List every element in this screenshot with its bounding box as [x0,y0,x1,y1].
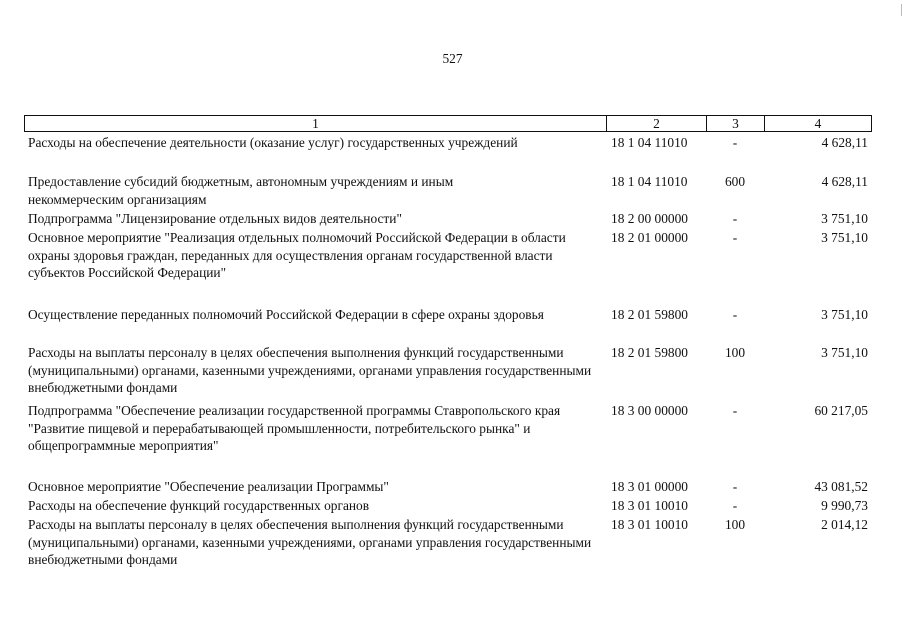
row-code: 18 2 01 59800 [611,345,688,360]
row-vr: - [732,211,738,226]
row-code: 18 3 01 10010 [611,517,688,532]
row-code: 18 2 01 00000 [611,230,688,245]
row-sum: 3 751,10 [821,230,868,245]
row-vr: - [732,403,738,418]
row-code: 18 3 00 00000 [611,403,688,418]
row-name: Расходы на обеспечение деятельности (оказание услуг) государственных учреждений [28,135,518,150]
row-sum: 43 081,52 [814,479,868,494]
row-name: Основное мероприятие "Обеспечение реализации Программы" [28,479,389,494]
column-header-3: 3 [706,115,765,132]
row-code: 18 1 04 11010 [611,174,688,189]
row-sum: 4 628,11 [821,174,868,189]
row-sum: 3 751,10 [821,211,868,226]
row-name: Расходы на выплаты персоналу в целях обеспечения выполнения функций государственными (муниципальными) органами, казенными учреждениями, органами управления государственными внебюджетными фондами [28,517,592,568]
row-vr: 600 [724,174,746,189]
row-sum: 60 217,05 [814,403,868,418]
row-vr: 100 [724,517,746,532]
row-vr: - [732,135,738,150]
row-sum: 3 751,10 [821,307,868,322]
row-code: 18 1 04 11010 [611,135,688,150]
row-vr: - [732,498,738,513]
row-name: Осуществление переданных полномочий Российской Федерации в сфере охраны здоровья [28,307,544,322]
row-vr: - [732,230,738,245]
edge-mark [901,4,902,16]
column-header-1: 1 [24,115,607,132]
column-header-4: 4 [764,115,872,132]
row-name: Предоставление субсидий бюджетным, автономным учреждениям и иным некоммерческим организациям [28,174,454,207]
row-vr: 100 [724,345,746,360]
row-name: Основное мероприятие "Реализация отдельных полномочий Российской Федерации в области охраны здоровья граждан, переданных для осуществления органам государственной власти субъектов Российской Федерации" [28,230,566,281]
page-number: 527 [442,51,463,66]
row-name: Расходы на выплаты персоналу в целях обеспечения выполнения функций государственными (муниципальными) органами, казенными учреждениями, органами управления государственными внебюджетными фондами [28,345,592,396]
row-code: 18 3 01 10010 [611,498,688,513]
row-sum: 3 751,10 [821,345,868,360]
row-code: 18 2 01 59800 [611,307,688,322]
row-sum: 4 628,11 [821,135,868,150]
row-vr: - [732,479,738,494]
row-vr: - [732,307,738,322]
row-name: Подпрограмма "Лицензирование отдельных видов деятельности" [28,211,402,226]
row-sum: 2 014,12 [821,517,868,532]
row-code: 18 3 01 00000 [611,479,688,494]
row-name: Подпрограмма "Обеспечение реализации государственной программы Ставропольского края "Развитие пищевой и перерабатывающей промышленности, потребительского рынка" и общепрограммные мероприятия" [28,403,561,454]
row-name: Расходы на обеспечение функций государственных органов [28,498,370,513]
column-header-2: 2 [606,115,707,132]
row-code: 18 2 00 00000 [611,211,688,226]
row-sum: 9 990,73 [821,498,868,513]
